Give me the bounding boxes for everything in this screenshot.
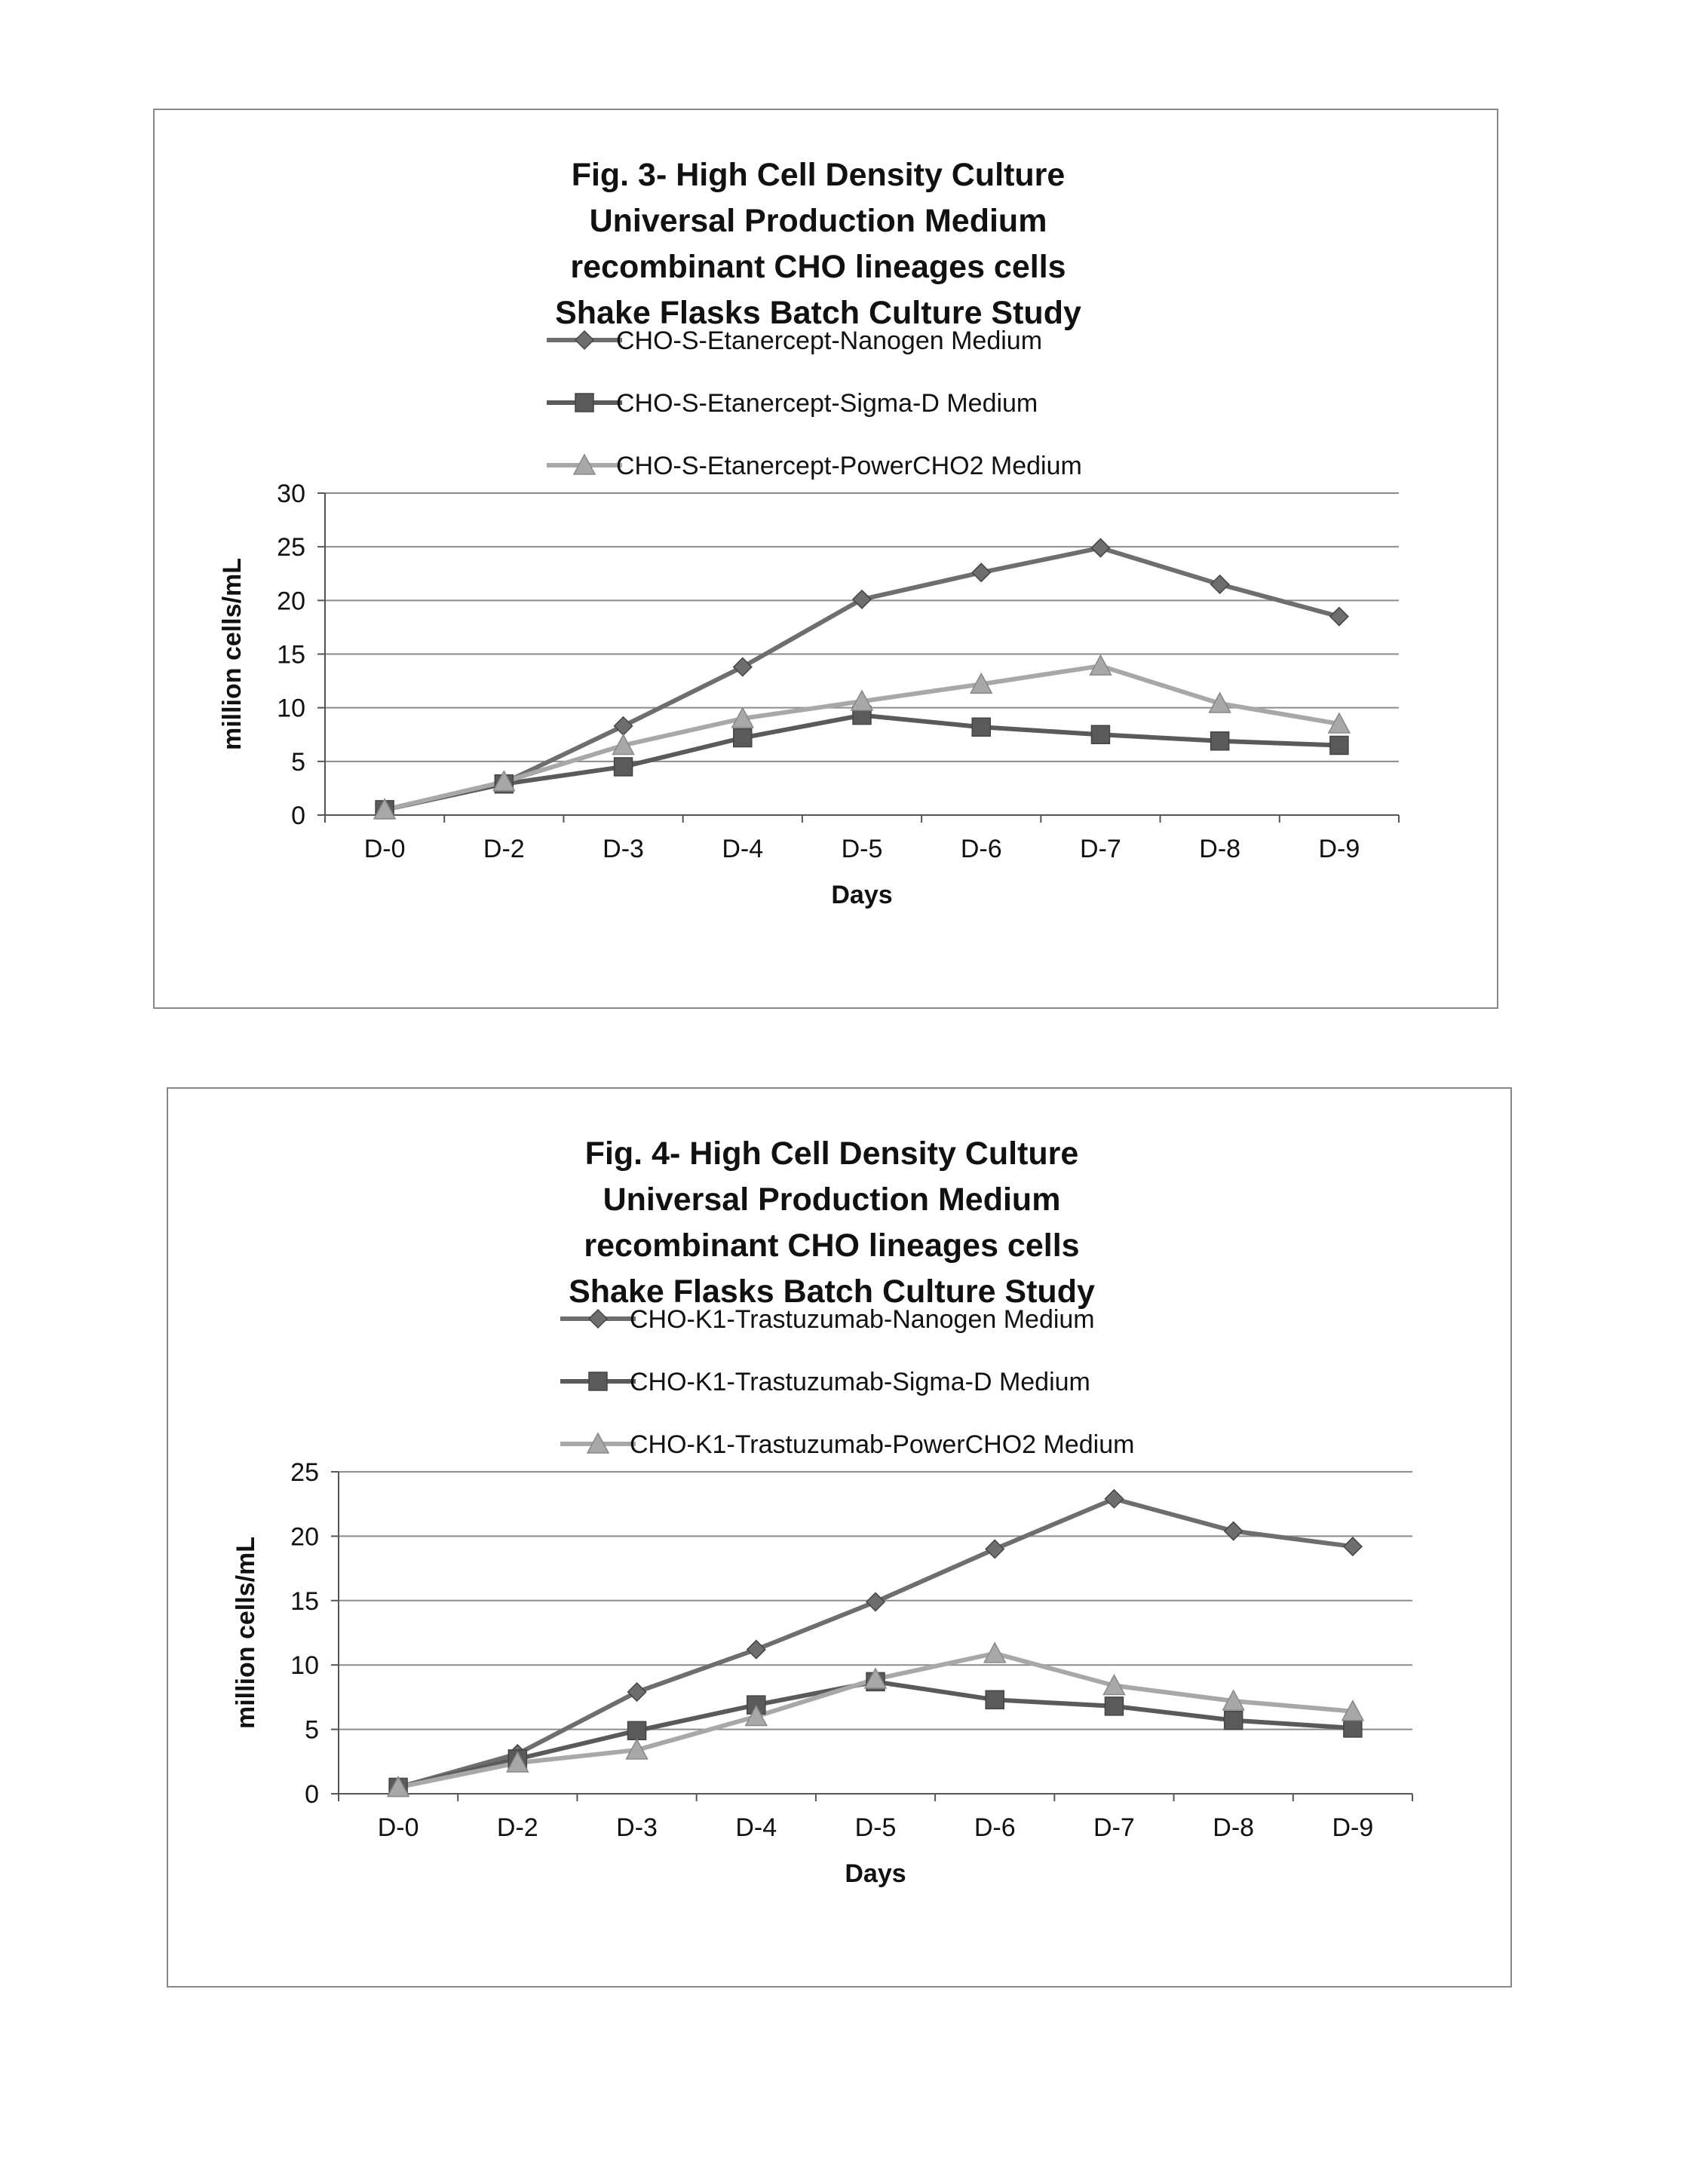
fig3-series-1-point [615, 717, 633, 735]
fig4-series-1-point [747, 1641, 765, 1659]
fig3-series-1-point [734, 658, 752, 676]
fig4-title-line: recombinant CHO lineages cells [584, 1228, 1080, 1264]
figure-4-chart [167, 1087, 1512, 1988]
fig3-series-2-point [1330, 736, 1348, 754]
fig4-legend-label: CHO-K1-Trastuzumab-Sigma-D Medium [630, 1368, 1090, 1396]
fig4-series-1-point [628, 1683, 646, 1701]
fig4-x-tick-label: D-2 [496, 1813, 538, 1842]
fig3-series-2-point [615, 758, 633, 776]
figure-3-chart [153, 109, 1498, 1009]
fig4-y-tick-label: 10 [290, 1651, 319, 1681]
fig4-y-tick-label: 25 [290, 1458, 319, 1487]
fig4-series-1-point [1225, 1522, 1243, 1540]
fig4-series-2-point [1225, 1712, 1243, 1730]
fig4-title-line: Fig. 4- High Cell Density Culture [584, 1136, 1079, 1172]
fig3-x-tick-label: D-0 [363, 835, 406, 863]
fig4-series-2-point [1105, 1697, 1123, 1715]
fig4-x-tick-label: D-0 [377, 1813, 419, 1842]
fig3-legend-marker [575, 331, 593, 349]
fig3-legend-label: CHO-S-Etanercept-PowerCHO2 Medium [616, 452, 1082, 480]
fig4-title-line: Shake Flasks Batch Culture Study [569, 1273, 1095, 1310]
fig4-y-tick-label: 5 [305, 1715, 319, 1745]
fig4-legend-label: CHO-K1-Trastuzumab-Nanogen Medium [630, 1305, 1095, 1334]
fig3-y-tick-label: 5 [291, 747, 305, 777]
fig4-series-1-point [866, 1593, 885, 1611]
fig4-legend-marker [589, 1372, 607, 1390]
fig4-x-tick-label: D-5 [854, 1813, 897, 1842]
fig3-y-tick-label: 30 [277, 480, 305, 508]
fig3-series-2-line [385, 716, 1339, 810]
fig4-title-line: Universal Production Medium [603, 1182, 1061, 1218]
fig3-legend-label: CHO-S-Etanercept-Sigma-D Medium [616, 389, 1038, 418]
fig3-series-2-point [734, 729, 752, 747]
fig4-x-tick-label: D-9 [1332, 1813, 1374, 1842]
fig4-series-1-line [398, 1499, 1353, 1788]
fig3-series-1-point [1211, 575, 1229, 593]
fig3-x-tick-label: D-4 [722, 835, 764, 863]
fig4-legend-label: CHO-K1-Trastuzumab-PowerCHO2 Medium [630, 1430, 1135, 1459]
fig3-title-line: Universal Production Medium [589, 203, 1047, 239]
fig3-x-tick-label: D-7 [1080, 835, 1121, 863]
fig3-series-1-point [1330, 608, 1348, 626]
fig4-series-2-point [1344, 1719, 1362, 1737]
fig4-legend-marker [589, 1310, 607, 1328]
fig3-y-tick-label: 25 [277, 533, 305, 562]
fig4-x-tick-label: D-3 [616, 1813, 658, 1842]
fig3-series-2-point [1091, 725, 1109, 743]
fig3-legend-label: CHO-S-Etanercept-Nanogen Medium [616, 326, 1043, 355]
fig3-y-tick-label: 10 [277, 694, 305, 723]
fig3-series-1-point [972, 563, 990, 581]
fig3-title-line: Fig. 3- High Cell Density Culture [571, 157, 1066, 193]
fig4-series-2-point [986, 1690, 1004, 1709]
fig4-x-tick-label: D-8 [1213, 1813, 1255, 1842]
fig4-series-1-point [1105, 1490, 1123, 1508]
fig4-y-tick-label: 20 [290, 1522, 319, 1552]
fig4-y-axis-title: million cells/mL [232, 1536, 260, 1730]
fig3-x-tick-label: D-9 [1318, 835, 1360, 863]
fig4-y-tick-label: 15 [290, 1586, 319, 1616]
fig3-y-tick-label: 20 [277, 587, 305, 616]
fig3-y-axis-title: million cells/mL [218, 557, 247, 751]
fig4-series-3-point [984, 1643, 1005, 1663]
fig4-series-1-point [1344, 1537, 1362, 1555]
fig3-series-1-point [853, 590, 871, 608]
fig3-x-tick-label: D-5 [841, 835, 883, 863]
fig4-x-tick-label: D-4 [735, 1813, 777, 1842]
fig3-legend-marker [575, 394, 593, 412]
fig3-x-tick-label: D-6 [960, 835, 1002, 863]
fig4-y-tick-label: 0 [305, 1780, 319, 1809]
figure-3-svg [155, 110, 1497, 1007]
figure-4-svg [168, 1089, 1510, 1986]
fig3-series-2-point [972, 718, 990, 736]
fig3-x-tick-label: D-2 [483, 835, 525, 863]
fig3-series-2-point [1211, 732, 1229, 750]
fig3-title-line: recombinant CHO lineages cells [570, 249, 1066, 285]
fig3-series-1-line [385, 548, 1339, 810]
fig3-x-axis-title: Days [831, 881, 893, 909]
fig3-series-1-point [1091, 539, 1109, 557]
fig4-x-axis-title: Days [845, 1859, 906, 1888]
fig3-x-tick-label: D-3 [603, 835, 644, 863]
fig3-y-tick-label: 15 [277, 640, 305, 670]
fig3-x-tick-label: D-8 [1199, 835, 1241, 863]
fig3-title-line: Shake Flasks Batch Culture Study [555, 295, 1081, 331]
fig3-y-tick-label: 0 [291, 801, 305, 830]
fig4-series-1-point [986, 1540, 1004, 1558]
fig4-x-tick-label: D-6 [974, 1813, 1016, 1842]
fig4-x-tick-label: D-7 [1093, 1813, 1135, 1842]
fig4-series-2-point [628, 1721, 646, 1739]
